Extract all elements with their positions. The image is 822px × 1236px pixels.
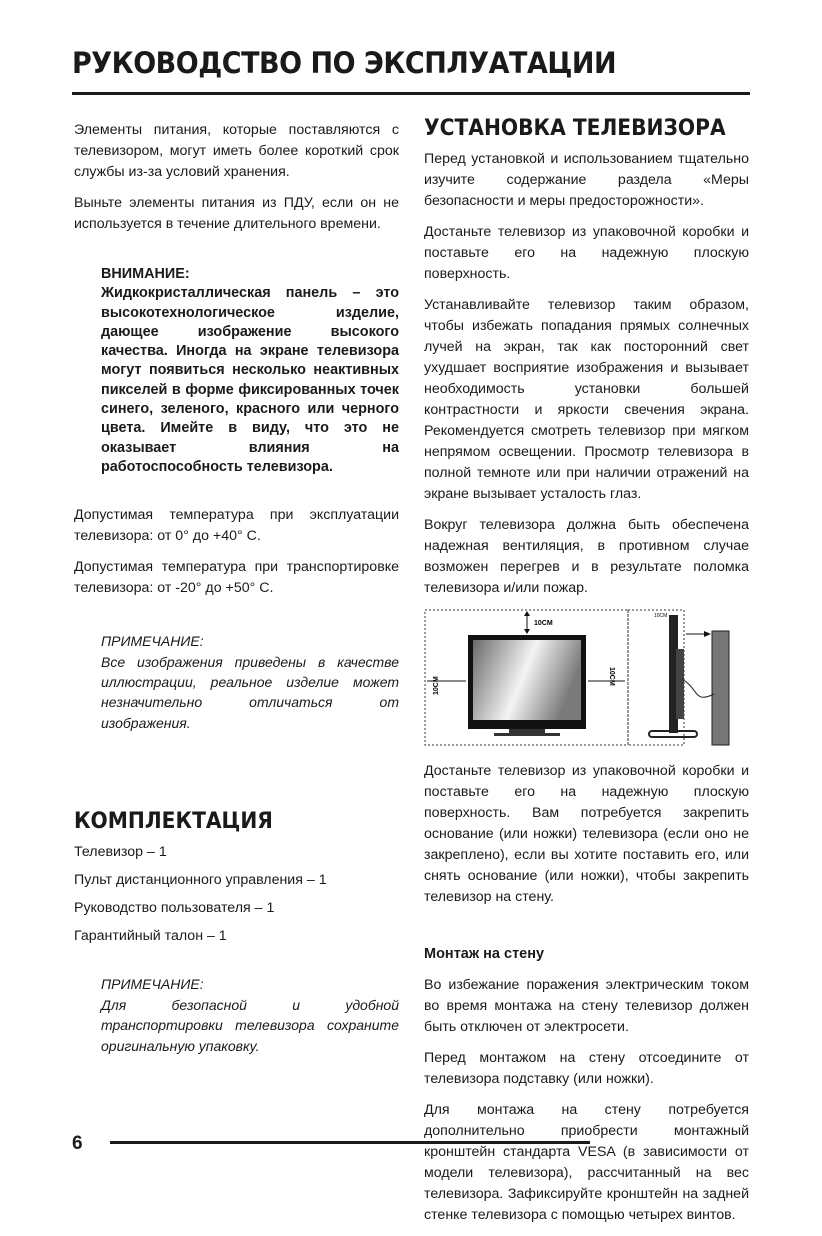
- wall-gap-arrow-head: [704, 631, 711, 637]
- tv-screen: [473, 640, 581, 720]
- install-ventilation-paragraph: Вокруг телевизора должна быть обеспечена надежная вентиляция, в противном случае возможен перегрев и в результате поломка телевизора и/или пожар.: [424, 517, 749, 596]
- power-cable: [682, 679, 714, 697]
- temp-transport-paragraph: Допустимая температура при транспортировке телевизора: от -20° до +50° С.: [74, 559, 399, 597]
- wall-mount-detach-paragraph: Перед монтажом на стену отсоедините от телевизора подставку (или ножки).: [424, 1050, 749, 1087]
- label-top: 10CM: [534, 620, 553, 627]
- mount-base-paragraph: Достаньте телевизор из упаковочной коробки и поставьте его на надежную плоскую поверхность. Вам потребуется закрепить основание (или ножки) телевизора (если оно не закреплено), если вы хотите поставить его, или снять основание (или ножки), чтобы закрепить телевизор на стену.: [424, 763, 749, 905]
- wall-mount-heading: Монтаж на стену: [424, 946, 545, 962]
- page-number: 6: [72, 1133, 83, 1154]
- note-text: Все изображения приведены в качестве иллюстрации, реальное изделие может незначительно отличаться от изображения.: [101, 653, 399, 731]
- tv-clearance-illustration: [424, 609, 749, 747]
- right-column: [424, 115, 749, 1236]
- package-item-manual: Руководство пользователя – 1: [74, 900, 275, 917]
- label-side: 10CM: [654, 613, 668, 619]
- battery-life-paragraph: Элементы питания, которые поставляются с телевизором, могут иметь более короткий срок службы из-за условий хранения.: [74, 122, 399, 180]
- note-text: Для безопасной и удобной транспортировки телевизора сохраните оригинальную упаковку.: [101, 996, 399, 1054]
- label-right: 10CM: [608, 667, 615, 686]
- wall-mount-bracket-paragraph: Для монтажа на стену потребуется дополнительно приобрести монтажный кронштейн стандарта VESA (в зависимости от модели телевизора), рассчитанный на вес телевизора. Зафиксируйте кронштейн на задней стенке телевизора с помощью четырех винтов.: [424, 1102, 749, 1223]
- tv-stand-base: [494, 733, 560, 736]
- temp-operation-paragraph: Допустимая температура при эксплуатации телевизора: от 0° до +40° С.: [74, 507, 399, 545]
- clearance-figure: [424, 609, 749, 747]
- install-intro-paragraph: Перед установкой и использованием тщательно изучите содержание раздела «Меры безопасности и меры предосторожности».: [424, 151, 749, 209]
- page-title: РУКОВОДСТВО ПО ЭКСПЛУАТАЦИИ: [72, 46, 617, 80]
- footer-rule: [110, 1141, 590, 1144]
- warning-title: ВНИМАНИЕ:: [101, 266, 190, 282]
- note-packaging: [101, 974, 399, 1056]
- label-left: 10CM: [433, 676, 440, 695]
- note-title: ПРИМЕЧАНИЕ:: [101, 633, 204, 650]
- install-unpack-paragraph: Достаньте телевизор из упаковочной коробки и поставьте его на надежную плоскую поверхность.: [424, 224, 749, 282]
- wall: [712, 631, 729, 745]
- package-item-warranty: Гарантийный талон – 1: [74, 928, 227, 945]
- tv-side-back: [676, 649, 684, 719]
- left-column: [74, 120, 399, 1056]
- package-heading: КОМПЛЕКТАЦИЯ: [74, 808, 273, 835]
- install-light-paragraph: Устанавливайте телевизор таким образом, чтобы избежать попадания прямых солнечных лучей на экран, так как посторонний свет ухудшает восприятие изображения и вызывает необходимость установки большей контрастности и яркости свечения экрана. Рекомендуется смотреть телевизор при мягком непрямом освещении. Просмотр телевизора в полной темноте или при наличии отражений на экране вызывает усталость глаз.: [424, 297, 749, 502]
- install-heading: УСТАНОВКА ТЕЛЕВИЗОРА: [424, 115, 726, 141]
- wall-mount-safety-paragraph: Во избежание поражения электрическим током во время монтажа на стену телевизор должен быть отключен от электросети.: [424, 977, 749, 1035]
- package-item-tv: Телевизор – 1: [74, 844, 167, 861]
- package-item-remote: Пульт дистанционного управления – 1: [74, 872, 327, 889]
- note-images: [101, 631, 399, 733]
- title-rule: [72, 92, 750, 95]
- warning-block: [101, 265, 399, 477]
- tv-side-stand: [649, 731, 697, 737]
- note-title: ПРИМЕЧАНИЕ:: [101, 976, 204, 993]
- tv-stand: [509, 729, 545, 733]
- warning-text: Жидкокристаллическая панель – это высокотехнологическое изделие, дающее изображение высокого качества. Иногда на экране телевизора могут появиться несколько неактивных пикселей в форме фиксированных точек синего, зеленого, красного или черного цвета. Имейте в виду, что это не оказывает влияния на работоспособность телевизора.: [101, 285, 399, 475]
- battery-remove-paragraph: Выньте элементы питания из ПДУ, если он не используется в течение длительного времени.: [74, 195, 399, 232]
